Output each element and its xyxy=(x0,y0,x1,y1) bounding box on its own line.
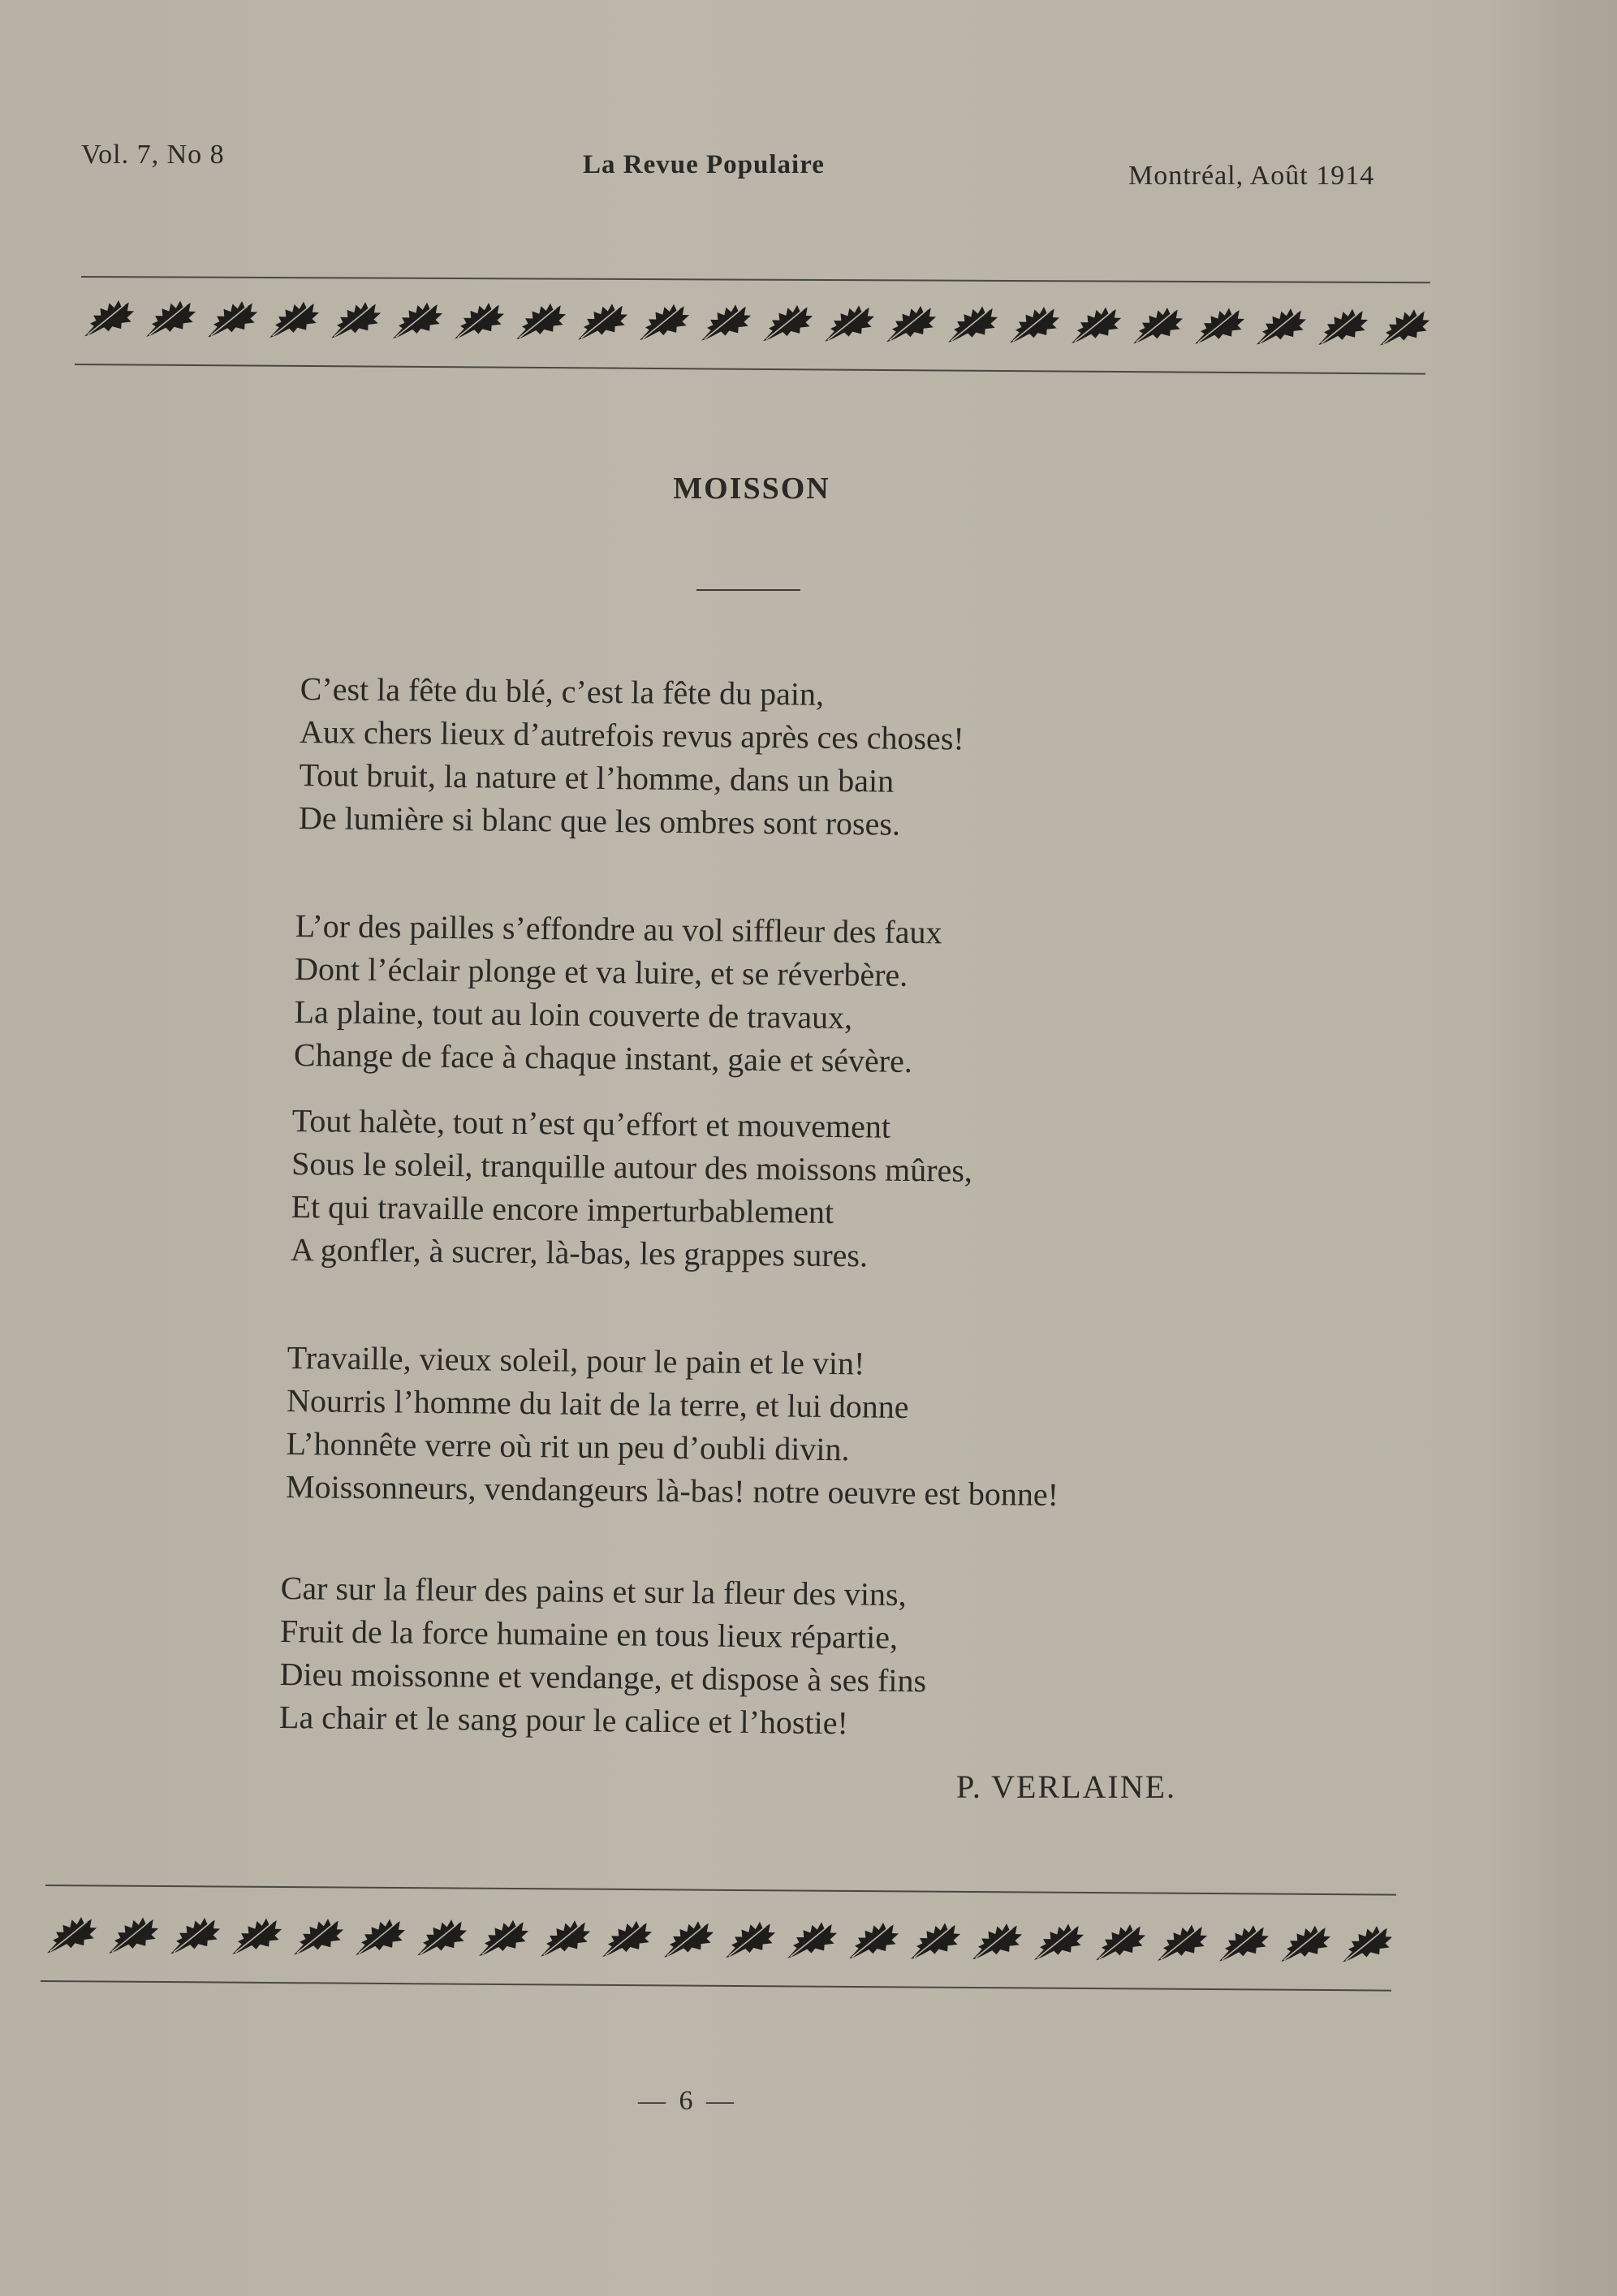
oak-leaf-icon xyxy=(136,294,201,342)
oak-leaf-icon xyxy=(753,298,818,347)
oak-leaf-icon xyxy=(1024,1917,1089,1966)
oak-leaf-icon xyxy=(469,1913,534,1962)
poem-line: L’honnête verre où rit un peu d’oubli divin. xyxy=(286,1424,850,1468)
page-number: — 6 — xyxy=(638,2086,737,2116)
poem-line: C’est la fête du blé, c’est la fête du pain, xyxy=(300,670,825,713)
oak-leaf-icon xyxy=(531,1914,596,1962)
volume-number: Vol. 7, No 8 xyxy=(81,140,225,170)
poem-line: Moissonneurs, vendangeurs là-bas! notre oeuvre est bonne! xyxy=(285,1467,1059,1513)
oak-leaf-icon xyxy=(1271,1919,1336,1967)
stanza-2 xyxy=(294,904,942,1083)
title-separator xyxy=(696,589,800,591)
top-rule-upper xyxy=(81,276,1430,283)
oak-leaf-icon xyxy=(1309,302,1373,351)
oak-leaf-icon xyxy=(37,1910,102,1958)
oak-leaf-icon xyxy=(1062,300,1127,349)
top-rule-lower xyxy=(75,364,1425,375)
oak-leaf-icon xyxy=(75,293,140,342)
bottom-rule-lower xyxy=(41,1980,1391,1992)
poem-line: Sous le soleil, tranquille autour des moissons mûres, xyxy=(291,1144,973,1189)
oak-leaf-icon xyxy=(877,299,942,347)
stanza-5 xyxy=(279,1566,928,1745)
poem-line: La chair et le sang pour le calice et l’hostie! xyxy=(278,1698,849,1742)
poem-line: De lumière si blanc que les ombres sont roses. xyxy=(298,799,901,842)
oak-leaf-icon xyxy=(407,1913,472,1962)
oak-leaf-icon xyxy=(630,297,695,346)
oak-leaf-icon xyxy=(1210,1919,1274,1967)
poem-line: Fruit de la force humaine en tous lieux répartie, xyxy=(279,1612,899,1656)
poem-line: L’or des pailles s’effondre au vol siffleur des faux xyxy=(295,907,942,951)
oak-leaf-icon xyxy=(99,1910,164,1959)
oak-leaf-icon xyxy=(1148,1918,1213,1966)
oak-leaf-icon xyxy=(346,1912,411,1961)
oak-leaf-icon xyxy=(901,1916,966,1965)
oak-leaf-icon xyxy=(222,1911,287,1960)
bottom-ornament-band xyxy=(41,1915,1398,1962)
poem-line: Tout bruit, la nature et l’homme, dans un bain xyxy=(299,756,895,799)
poem-title: MOISSON xyxy=(673,472,830,506)
place-and-date: Montréal, Août 1914 xyxy=(1128,161,1375,191)
poem-line: Travaille, vieux soleil, pour le pain et le vin! xyxy=(287,1338,865,1382)
oak-leaf-icon xyxy=(692,298,757,347)
poem-line: Tout halète, tout n’est qu’effort et mouvement xyxy=(291,1101,891,1145)
poem-line: Et qui travaille encore imperturbablement xyxy=(291,1187,834,1230)
poem-line: La plaine, tout au loin couverte de travaux, xyxy=(294,993,853,1036)
poem-line: Dont l’éclair plonge et va luire, et se réverbère. xyxy=(294,950,908,993)
oak-leaf-icon xyxy=(198,295,263,343)
oak-leaf-icon xyxy=(1123,301,1188,350)
poem-line: Nourris l’homme du lait de la terre, et lui donne xyxy=(286,1381,909,1426)
oak-leaf-icon xyxy=(260,295,325,343)
oak-leaf-icon xyxy=(1247,302,1312,351)
oak-leaf-icon xyxy=(654,1915,719,1963)
oak-leaf-icon xyxy=(1333,1919,1398,1968)
publication-title: La Revue Populaire xyxy=(583,150,825,179)
oak-leaf-icon xyxy=(383,295,448,344)
stanza-4 xyxy=(286,1336,1060,1516)
oak-leaf-icon xyxy=(321,295,386,344)
oak-leaf-icon xyxy=(938,299,1003,348)
author-signature: P. VERLAINE. xyxy=(956,1768,1177,1805)
oak-leaf-icon xyxy=(778,1915,843,1964)
oak-leaf-icon xyxy=(839,1915,904,1964)
stanza-3 xyxy=(291,1099,973,1278)
oak-leaf-icon xyxy=(1000,299,1065,348)
oak-leaf-icon xyxy=(716,1915,781,1963)
oak-leaf-icon xyxy=(1370,303,1435,351)
poem-line: Aux chers lieux d’autrefois revus après ces choses! xyxy=(299,713,964,757)
oak-leaf-icon xyxy=(1185,301,1250,350)
oak-leaf-icon xyxy=(284,1912,349,1961)
oak-leaf-icon xyxy=(445,296,510,345)
oak-leaf-icon xyxy=(568,297,633,346)
oak-leaf-icon xyxy=(815,299,880,347)
oak-leaf-icon xyxy=(161,1911,226,1960)
poem-line: Car sur la fleur des pains et sur la fleur des vins, xyxy=(280,1569,907,1613)
poem-line: A gonfler, à sucrer, là-bas, les grappes sures. xyxy=(290,1230,869,1274)
top-ornament-band xyxy=(78,299,1435,346)
stanza-1 xyxy=(299,667,965,846)
poem-line: Change de face à chaque instant, gaie et sévère. xyxy=(293,1036,913,1079)
poem-line: Dieu moissonne et vendange, et dispose à ses fins xyxy=(279,1655,927,1699)
oak-leaf-icon xyxy=(1086,1918,1151,1966)
oak-leaf-icon xyxy=(593,1914,658,1962)
bottom-rule-upper xyxy=(45,1885,1396,1896)
oak-leaf-icon xyxy=(963,1916,1028,1965)
oak-leaf-icon xyxy=(507,296,571,345)
